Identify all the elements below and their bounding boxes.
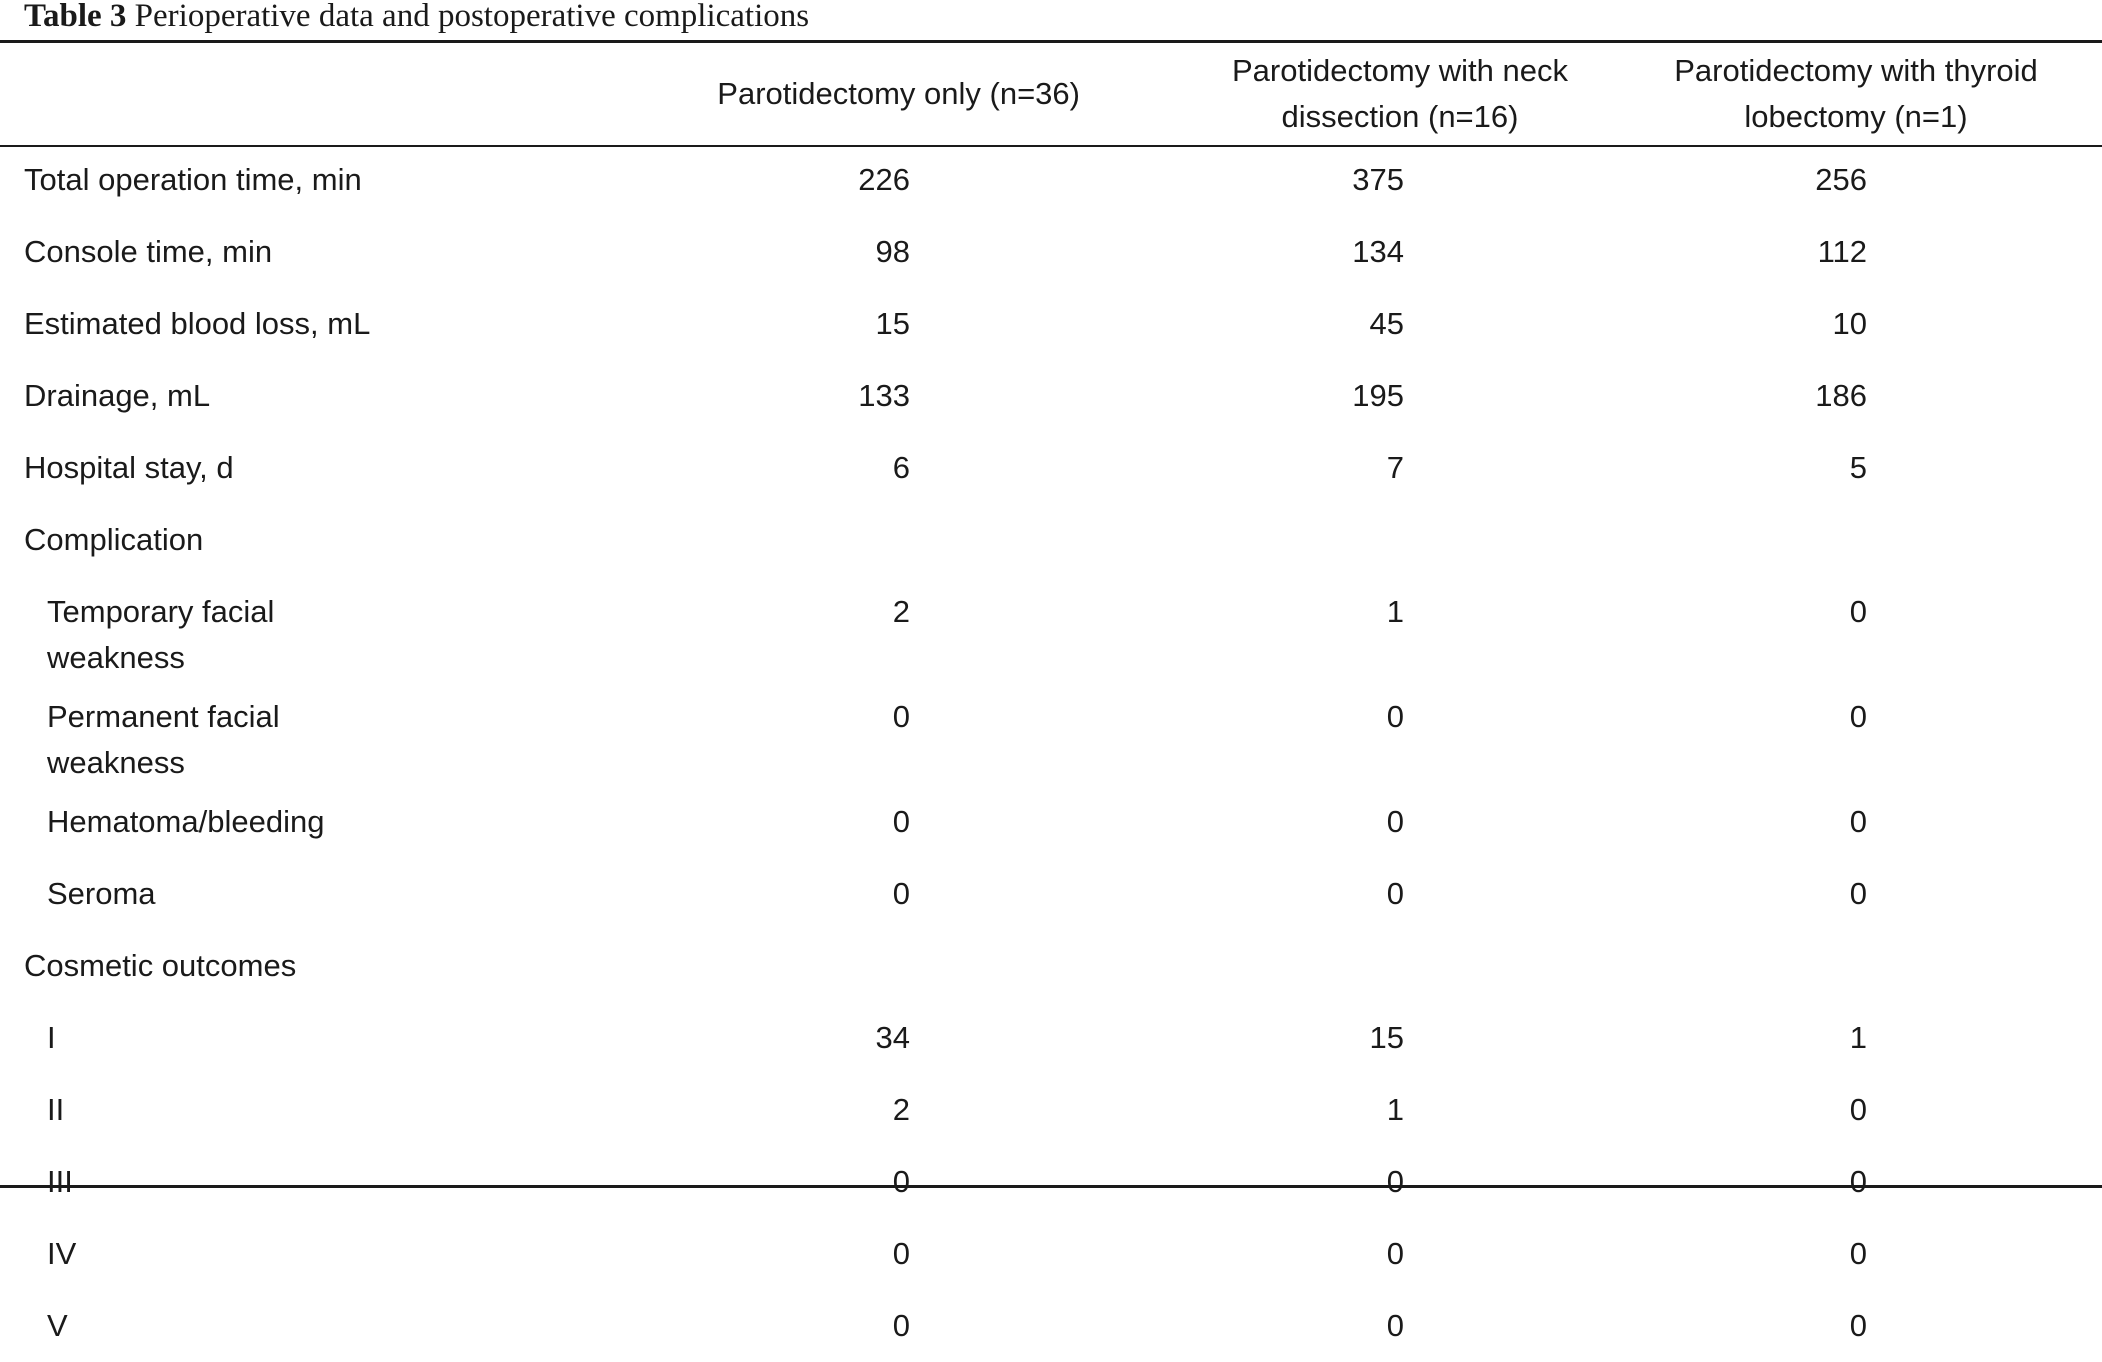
column-header-neck-dissection: Parotidectomy with neck dissection (n=16) <box>1232 52 1568 134</box>
cell-value: 0 <box>1386 699 1404 734</box>
cell-value: 0 <box>1386 1164 1404 1199</box>
cell-value: 10 <box>1832 306 1867 341</box>
cell-value: 0 <box>1386 876 1404 911</box>
cell-value: 226 <box>858 162 910 197</box>
row-label: Hematoma/bleeding <box>47 804 325 839</box>
row-label: IV <box>47 1236 77 1271</box>
cell-value: 0 <box>892 699 910 734</box>
cell-value: 0 <box>1849 1236 1867 1271</box>
cell-value: 0 <box>1849 876 1867 911</box>
cell-value: 15 <box>875 306 910 341</box>
cell-value: 112 <box>1817 234 1867 269</box>
table-row <box>0 1290 2102 1362</box>
cell-value: 0 <box>1849 1164 1867 1199</box>
table-row <box>0 1002 2102 1074</box>
table-row <box>0 360 2102 432</box>
section-label: Complication <box>24 522 204 557</box>
table-section-row <box>0 930 2102 1002</box>
cell-value: 375 <box>1352 162 1404 197</box>
row-label: Drainage, mL <box>24 378 211 413</box>
table-row <box>0 576 2102 681</box>
cell-value: 1 <box>1849 1020 1867 1055</box>
table-row <box>0 288 2102 360</box>
row-label: Permanent facial weakness <box>47 699 280 780</box>
cell-value: 186 <box>1815 378 1867 413</box>
header-row <box>0 42 2102 145</box>
row-label: Total operation time, min <box>24 162 362 197</box>
row-label: Seroma <box>47 876 156 911</box>
table-number: Table 3 <box>24 0 127 34</box>
cell-value: 0 <box>1386 1308 1404 1343</box>
cell-value: 195 <box>1352 378 1404 413</box>
cell-value: 0 <box>892 804 910 839</box>
table-section-row <box>0 504 2102 576</box>
cell-value: 256 <box>1815 162 1867 197</box>
table-row <box>0 786 2102 858</box>
row-label: V <box>47 1308 68 1343</box>
row-label: Temporary facial weakness <box>47 594 275 675</box>
table-title: Perioperative data and postoperative complications <box>134 0 810 34</box>
cell-value: 0 <box>892 1164 910 1199</box>
table-row <box>0 858 2102 930</box>
table-caption <box>24 0 809 36</box>
cell-value: 134 <box>1352 234 1404 269</box>
cell-value: 0 <box>1386 804 1404 839</box>
cell-value: 15 <box>1369 1020 1404 1055</box>
table-row <box>0 1146 2102 1218</box>
section-label: Cosmetic outcomes <box>24 948 297 983</box>
row-label: Console time, min <box>24 234 273 269</box>
row-label: II <box>47 1092 65 1127</box>
cell-value: 133 <box>858 378 910 413</box>
table-row <box>0 216 2102 288</box>
table-row <box>0 681 2102 786</box>
cell-value: 2 <box>892 1092 910 1127</box>
cell-value: 2 <box>892 594 910 629</box>
cell-value: 0 <box>892 876 910 911</box>
table-row <box>0 145 2102 216</box>
cell-value: 1 <box>1386 594 1404 629</box>
cell-value: 0 <box>892 1308 910 1343</box>
cell-value: 5 <box>1849 450 1867 485</box>
cell-value: 0 <box>1849 804 1867 839</box>
column-header-parotidectomy-only: Parotidectomy only (n=36) <box>717 75 1080 111</box>
row-label: Estimated blood loss, mL <box>24 306 371 341</box>
cell-value: 6 <box>892 450 910 485</box>
cell-value: 45 <box>1369 306 1404 341</box>
table-row <box>0 432 2102 504</box>
cell-value: 34 <box>875 1020 910 1055</box>
column-header-thyroid-lobectomy: Parotidectomy with thyroid lobectomy (n=1) <box>1674 52 2038 134</box>
cell-value: 0 <box>1849 699 1867 734</box>
cell-value: 0 <box>1386 1236 1404 1271</box>
row-label: III <box>47 1164 73 1199</box>
cell-value: 7 <box>1386 450 1404 485</box>
column-header-label <box>0 42 650 145</box>
cell-value: 1 <box>1386 1092 1404 1127</box>
cell-value: 98 <box>875 234 910 269</box>
cell-value: 0 <box>1849 594 1867 629</box>
cell-value: 0 <box>892 1236 910 1271</box>
row-label: Hospital stay, d <box>24 450 234 485</box>
cell-value: 0 <box>1849 1308 1867 1343</box>
row-label: I <box>47 1020 56 1055</box>
table-row <box>0 1218 2102 1290</box>
table-row <box>0 1074 2102 1146</box>
data-table <box>0 42 2102 1362</box>
cell-value: 0 <box>1849 1092 1867 1127</box>
